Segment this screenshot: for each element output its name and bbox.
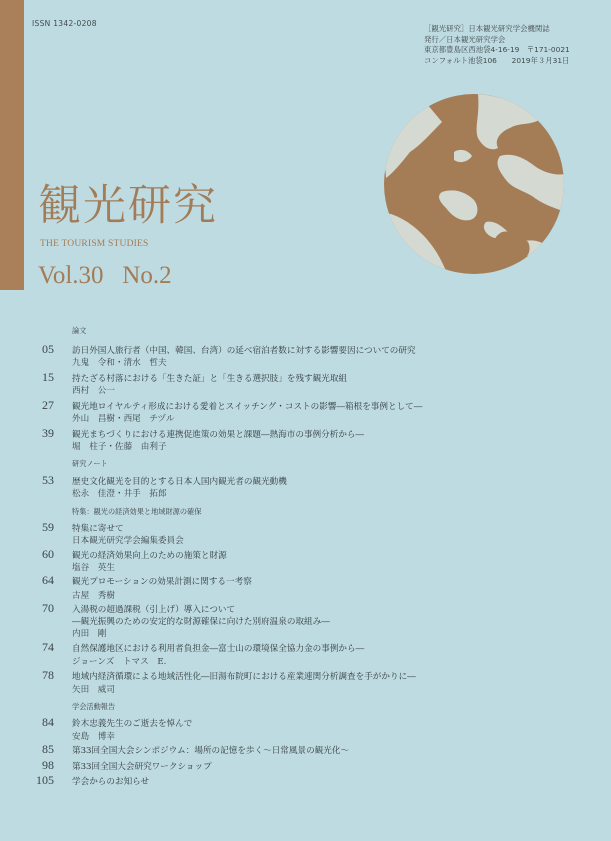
publisher-line: コンフォルト池袋106 2019年３月31日 <box>424 55 570 65</box>
journal-title: 観光研究 <box>38 181 218 231</box>
section-heading: 研究ノート <box>72 459 108 468</box>
section-heading: 論文 <box>72 326 87 335</box>
toc-page-number: 05 <box>42 342 54 356</box>
toc-title: 観光プロモーションの効果計測に関する一考察 <box>72 577 252 587</box>
toc-page-number: 64 <box>42 573 54 587</box>
toc-page-number: 84 <box>42 715 54 729</box>
toc-author: 塩谷 英生 <box>72 563 115 573</box>
toc-page-number: 60 <box>42 547 54 561</box>
toc-page-number: 98 <box>42 758 54 772</box>
toc-author: 西村 公一 <box>72 386 115 396</box>
toc-author: 古屋 秀樹 <box>72 591 115 601</box>
toc-title: 持たざる村落における「生きた証」と「生きる選択肢」を残す観光取組 <box>72 374 348 384</box>
toc-page-number: 85 <box>42 742 54 756</box>
toc-title: 特集に寄せて <box>72 524 124 534</box>
issue-number: No.2 <box>122 262 172 289</box>
section-heading: 学会活動報告 <box>72 702 116 711</box>
toc-title: 第33回全国大会シンポジウム：場所の記憶を歩く～日常風景の観光化～ <box>72 746 350 756</box>
toc-page-number: 105 <box>36 773 54 787</box>
toc-author: 堀 柱子・佐藤 由利子 <box>72 442 167 452</box>
section-heading: 特集：観光の経済効果と地域財源の確保 <box>72 507 202 516</box>
toc-author: 日本観光研究学会編集委員会 <box>72 536 184 546</box>
toc-page-number: 59 <box>42 520 54 534</box>
toc-author: 安島 博幸 <box>72 732 115 742</box>
toc-page-number: 78 <box>42 668 54 682</box>
toc-title: 学会からのお知らせ <box>72 777 150 787</box>
toc-title-continued: ―観光振興のための安定的な財源確保に向けた別府温泉の取組み― <box>72 617 330 627</box>
volume: Vol.30 <box>38 262 104 289</box>
toc-title: 歴史文化観光を目的とする日本人国内観光者の観光動機 <box>72 477 287 487</box>
toc-page-number: 15 <box>42 370 54 384</box>
toc-author: 九鬼 令和・清水 哲夫 <box>72 358 167 368</box>
toc-page-number: 70 <box>42 601 54 615</box>
toc-title: 訪日外国人旅行者（中国、韓国、台湾）の延べ宿泊者数に対する影響要因についての研究 <box>72 346 416 356</box>
toc-page-number: 53 <box>42 473 54 487</box>
toc-title: 自然保護地区における利用者負担金―富士山の環境保全協力金の事例から― <box>72 644 365 654</box>
toc-page-number: 39 <box>42 426 54 440</box>
publisher-line: ［観光研究］日本観光研究学会機関誌 <box>424 24 550 33</box>
toc-title: 鈴木忠義先生のご逝去を悼んで <box>72 719 193 729</box>
toc-title: 観光まちづくりにおける連携促進策の効果と課題―熱海市の事例分析から― <box>72 430 365 440</box>
toc-author: 外山 昌樹・西尾 チヅル <box>72 414 175 424</box>
toc-author: 松永 佳澄・井手 拓郎 <box>72 489 167 499</box>
toc-title: 観光の経済効果向上のための施策と財源 <box>72 551 227 561</box>
toc-title: 第33回全国大会研究ワークショップ <box>72 762 212 772</box>
toc-author: ジョーンズ トマス E. <box>72 657 167 667</box>
journal-title-english: THE TOURISM STUDIES <box>40 239 149 249</box>
toc-page-number: 27 <box>42 398 54 412</box>
publisher-line: 発行／日本観光研究学会 <box>424 34 506 44</box>
toc-author: 矢田 威司 <box>72 685 115 695</box>
toc-author: 内田 剛 <box>72 629 107 639</box>
publisher-line: 東京都豊島区西池袋4-16-19 〒171-0021 <box>424 45 570 55</box>
toc-title: 観光地ロイヤルティ形成における愛着とスイッチング・コストの影響―箱根を事例として― <box>72 402 423 412</box>
toc-title: 入湯税の超過課税（引上げ）導入について <box>72 605 236 615</box>
toc-title: 地域内経済循環による地域活性化―旧湯布院町における産業連関分析調査を手がかりに― <box>72 672 416 682</box>
toc-page-number: 74 <box>42 640 54 654</box>
issn-number: ISSN 1342-0208 <box>32 19 97 28</box>
